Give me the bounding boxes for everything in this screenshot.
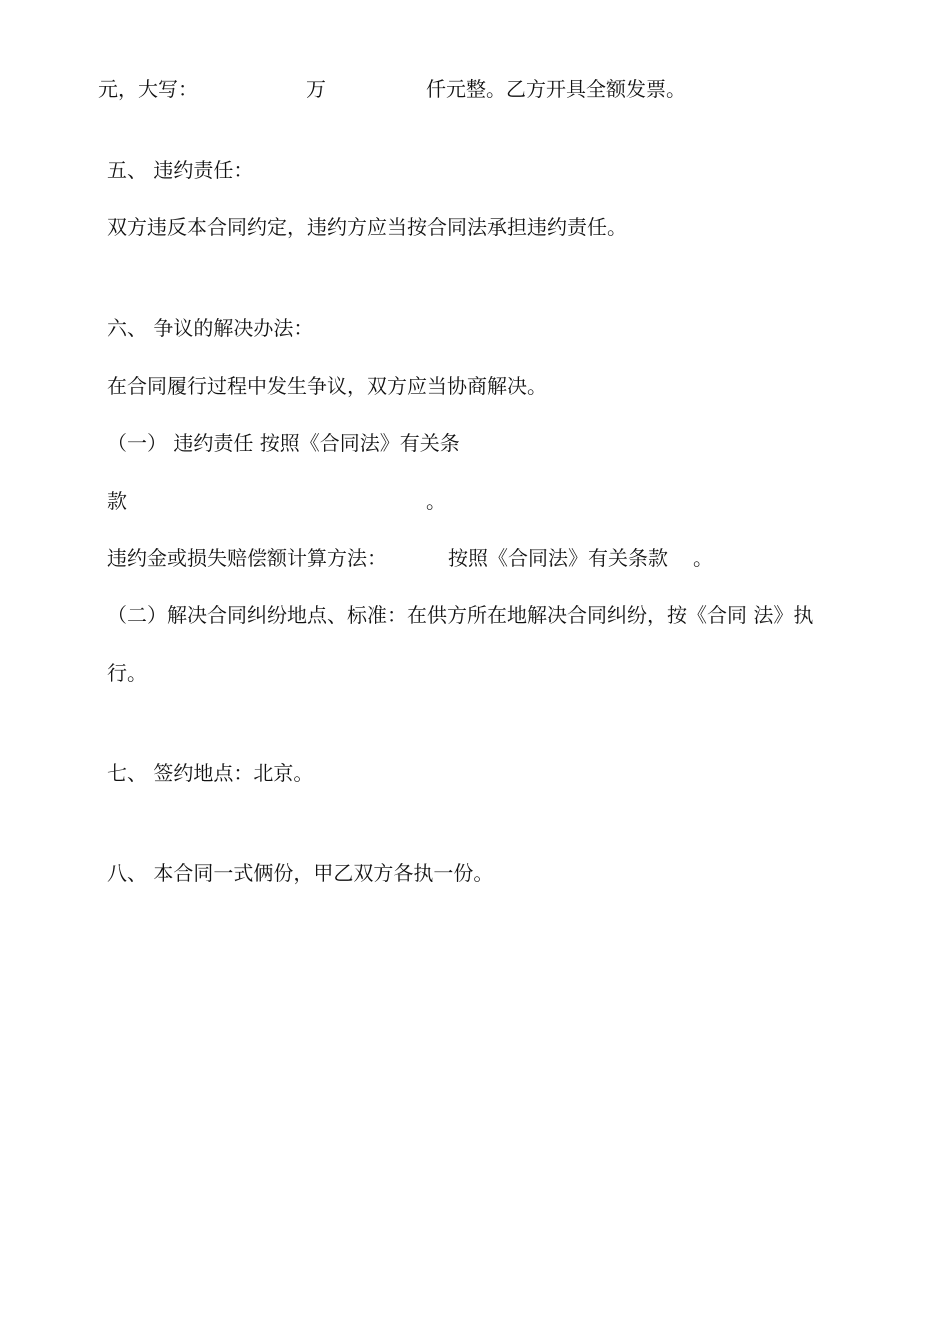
penalty-calculation-value: 按照《合同法》有关条款 xyxy=(448,546,668,570)
section-6-heading: 六、 争议的解决办法： xyxy=(107,316,314,340)
section-6-intro: 在合同履行过程中发生争议，双方应当协商解决。 xyxy=(107,374,547,398)
section-6-item-2-line-2: 行。 xyxy=(107,661,147,685)
amount-wan: 万 xyxy=(306,77,326,101)
penalty-calculation-end: 。 xyxy=(693,546,713,570)
amount-prefix: 元，大写： xyxy=(98,77,198,101)
section-7-signing-location: 七、 签约地点：北京。 xyxy=(107,761,314,785)
amount-suffix: 仟元整。乙方开具全额发票。 xyxy=(426,77,686,101)
section-6-item-1-line-1: （一） 违约责任 按照《合同法》有关条 xyxy=(107,431,460,455)
section-6-item-2-line-1: （二）解决合同纠纷地点、标准：在供方所在地解决合同纠纷，按《合同 法》执 xyxy=(107,603,814,627)
section-5-body: 双方违反本合同约定，违约方应当按合同法承担违约责任。 xyxy=(107,215,627,239)
section-6-item-1-line-2: 款 xyxy=(107,489,127,513)
section-8-copies: 八、 本合同一式俩份，甲乙双方各执一份。 xyxy=(107,861,494,885)
section-5-heading: 五、 违约责任： xyxy=(107,158,254,182)
section-6-item-1-line-2-end: 。 xyxy=(426,489,446,513)
penalty-calculation-label: 违约金或损失赔偿额计算方法： xyxy=(107,546,387,570)
